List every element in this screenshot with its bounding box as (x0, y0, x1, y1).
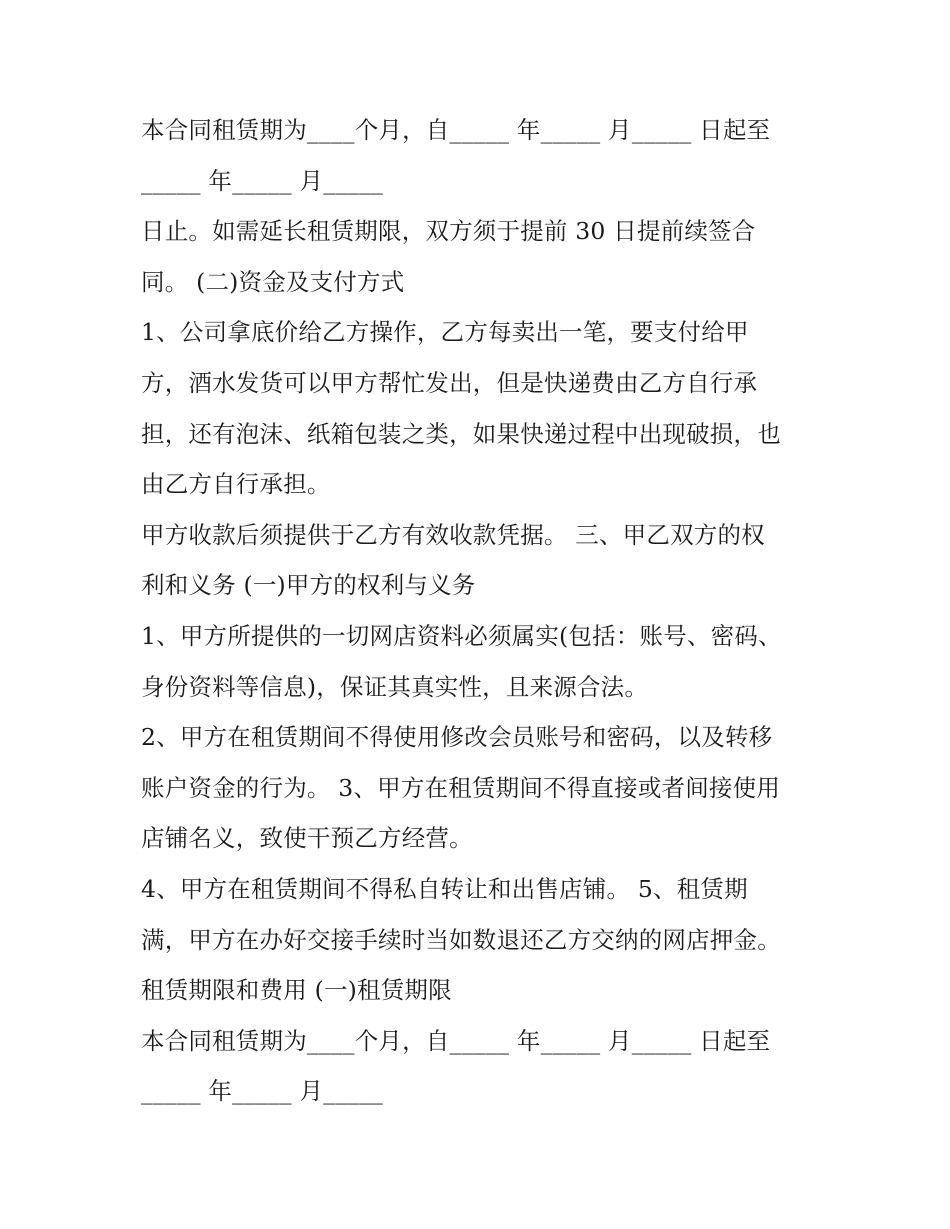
text-line: 2、甲方在租赁期间不得使用修改会员账号和密码，以及转移 (141, 723, 773, 752)
text-line: 利和义务 (一)甲方的权利与义务 (141, 571, 476, 600)
text-line: 4、甲方在租赁期间不得私自转让和出售店铺。 5、租赁期 (141, 874, 748, 903)
text-line: 租赁期限和费用 (一)租赁期限 (141, 976, 452, 1005)
text-line: 日止。如需延长租赁期限，双方须于提前 30 日提前续签合 (141, 217, 756, 246)
text-line: 本合同租赁期为____个月，自_____ 年_____ 月_____ 日起至 (141, 116, 771, 144)
text-line: _____ 年_____ 月_____ (141, 166, 383, 195)
text-line: 同。 (二)资金及支付方式 (141, 267, 405, 296)
text-line: 由乙方自行承担。 (141, 470, 331, 499)
document-body (141, 108, 841, 1120)
text-line: 1、公司拿底价给乙方操作，乙方每卖出一笔，要支付给甲 (141, 318, 749, 347)
text-line: 满，甲方在办好交接手续时当如数退还乙方交纳的网店押金。 (141, 925, 781, 954)
text-line: 店铺名义，致使干预乙方经营。 (141, 824, 473, 853)
text-line: 甲方收款后须提供于乙方有效收款凭据。 三、甲乙双方的权 (141, 520, 765, 549)
text-line: 担，还有泡沫、纸箱包装之类，如果快递过程中出现破损，也 (141, 419, 781, 448)
text-line: 本合同租赁期为____个月，自_____ 年_____ 月_____ 日起至 (141, 1026, 771, 1055)
text-line: 1、甲方所提供的一切网店资料必须属实(包括：账号、密码、 (141, 621, 782, 650)
text-line: 方，酒水发货可以甲方帮忙发出，但是快递费由乙方自行承 (141, 368, 758, 397)
text-line: _____ 年_____ 月_____ (141, 1077, 383, 1106)
text-line: 账户资金的行为。 3、甲方在租赁期间不得直接或者间接使用 (141, 773, 781, 802)
text-line: 身份资料等信息)，保证其真实性，且来源合法。 (141, 672, 649, 701)
